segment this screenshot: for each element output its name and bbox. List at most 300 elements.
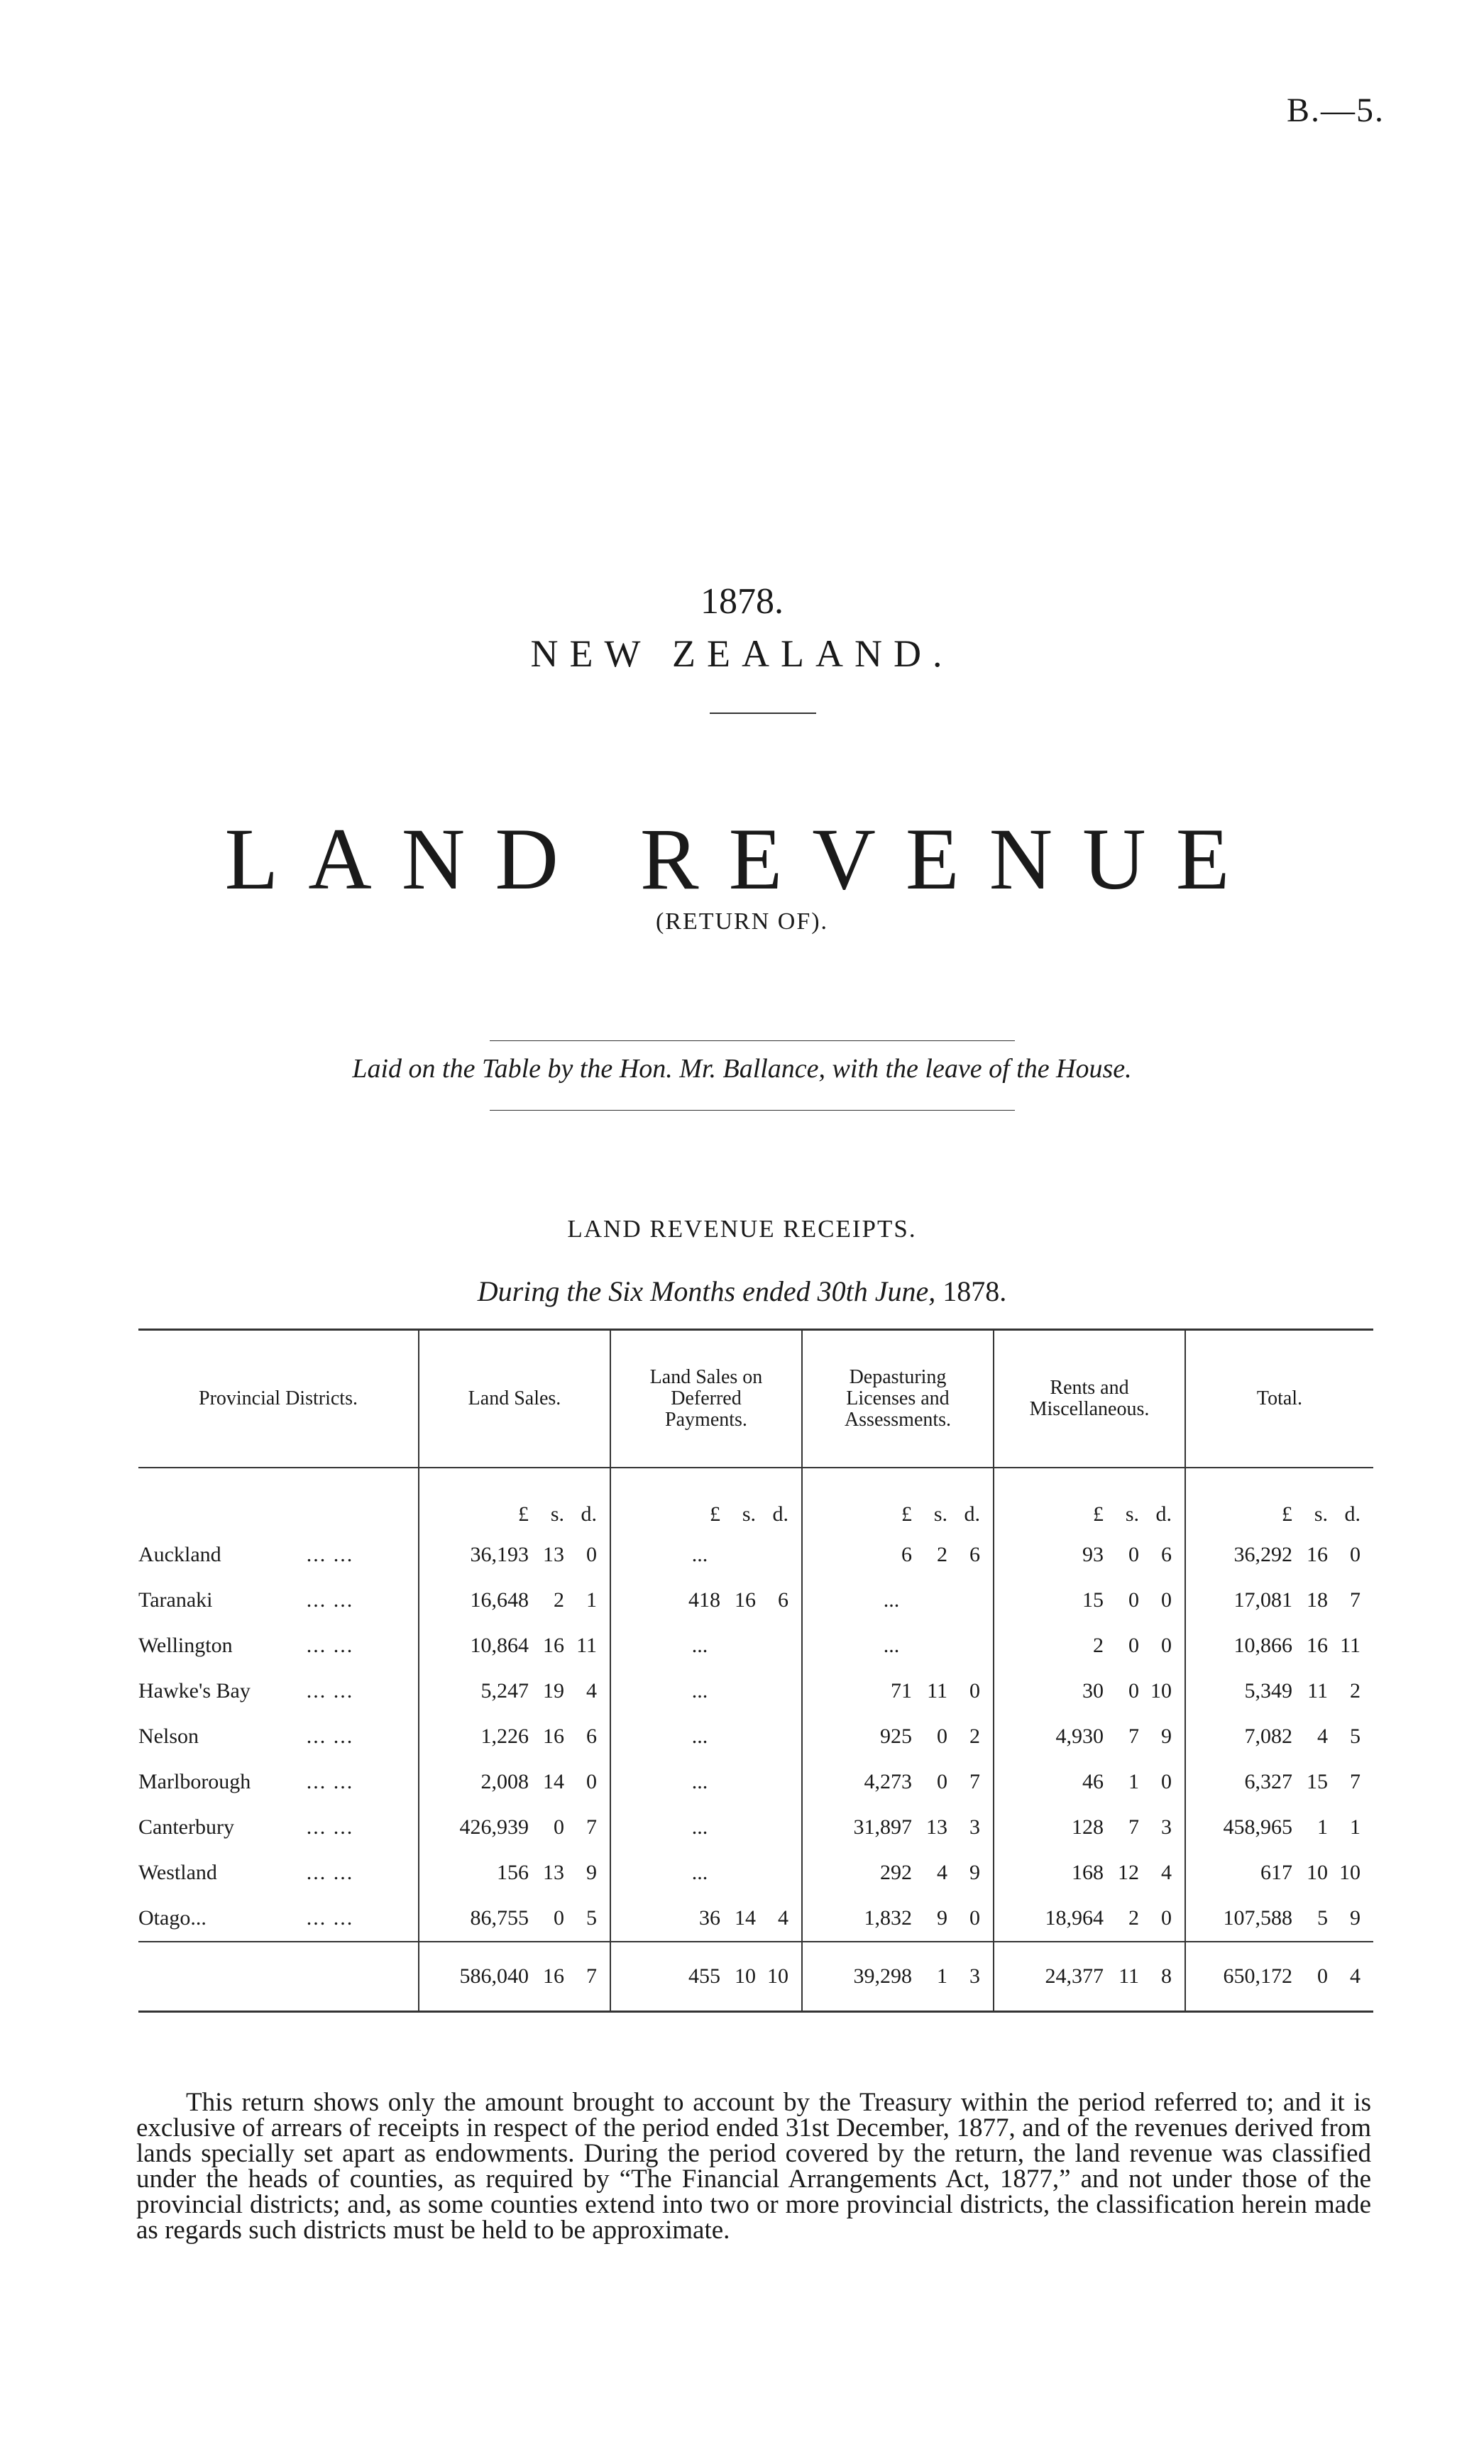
units-cell-rents xyxy=(994,1468,1185,1532)
lsd-amount xyxy=(642,1906,788,1930)
pence-value: 5 xyxy=(586,1906,597,1930)
lsd-amount xyxy=(1004,1861,1172,1885)
row-deferred-cell xyxy=(610,1668,802,1714)
nil-marker: ... xyxy=(691,1634,708,1657)
shillings-value: 0 xyxy=(937,1725,947,1748)
row-land-sales-cell xyxy=(419,1714,610,1759)
shillings-value: 16 xyxy=(543,1725,564,1748)
pounds-value: 292 xyxy=(880,1861,912,1884)
row-land-sales-cell xyxy=(419,1759,610,1805)
pounds-value: 2,008 xyxy=(480,1770,529,1793)
leader-dots: ... ... xyxy=(306,1679,354,1703)
lsd-amount xyxy=(422,1906,597,1930)
pounds-value: 6,327 xyxy=(1244,1770,1292,1793)
shilling-unit: s. xyxy=(550,1502,564,1526)
pence-value: 4 xyxy=(1161,1861,1172,1884)
pence-value: 3 xyxy=(969,1964,980,1988)
table-body xyxy=(138,1468,1373,2012)
district-name: Canterbury xyxy=(138,1815,234,1839)
pence-value: 7 xyxy=(586,1964,597,1988)
lsd-amount xyxy=(813,1861,980,1885)
col-header-rents-text: Rents and Miscellaneous. xyxy=(1029,1377,1150,1420)
table-row xyxy=(138,1532,1373,1578)
pound-sign: £ xyxy=(901,1502,912,1526)
row-rents-cell xyxy=(994,1805,1185,1850)
pence-value: 6 xyxy=(586,1725,597,1748)
pounds-value: 36,193 xyxy=(470,1543,529,1566)
shillings-value: 10 xyxy=(735,1964,756,1988)
table-period-year: 1878. xyxy=(942,1275,1007,1307)
row-total-cell xyxy=(1185,1805,1373,1850)
pence-value: 1 xyxy=(586,1588,597,1612)
col-header-deferred xyxy=(610,1330,802,1468)
col-header-rents xyxy=(994,1330,1185,1468)
pounds-value: 4,273 xyxy=(864,1770,912,1793)
pence-value: 7 xyxy=(969,1770,980,1793)
shilling-unit: s. xyxy=(933,1502,947,1526)
pence-unit: d. xyxy=(964,1502,980,1526)
row-deferred-cell xyxy=(610,1896,802,1942)
row-deferred-cell xyxy=(610,1578,802,1623)
pounds-value: 418 xyxy=(688,1588,720,1612)
pence-value: 2 xyxy=(969,1725,980,1748)
row-rents-cell xyxy=(994,1532,1185,1578)
shillings-value: 7 xyxy=(1128,1815,1139,1839)
row-depasturing-cell xyxy=(802,1850,994,1896)
lsd-amount xyxy=(1186,1861,1361,1885)
pounds-value: 15 xyxy=(1082,1588,1104,1612)
leader-dots: ... ... xyxy=(306,1588,354,1612)
lsd-amount xyxy=(422,1634,597,1658)
document-reference: B.—5. xyxy=(1286,92,1385,129)
col-header-depasturing xyxy=(802,1330,994,1468)
shillings-value: 16 xyxy=(1307,1634,1328,1657)
shillings-value: 0 xyxy=(1128,1634,1139,1657)
shillings-value: 2 xyxy=(937,1543,947,1566)
country-heading: NEW ZEALAND. xyxy=(530,632,954,675)
lsd-amount xyxy=(813,1906,980,1930)
row-total-cell xyxy=(1185,1850,1373,1896)
table-row xyxy=(138,1850,1373,1896)
shillings-value: 18 xyxy=(1307,1588,1328,1612)
totals-depasturing-cell xyxy=(802,1942,994,2012)
lsd-amount xyxy=(422,1815,597,1839)
pence-value: 4 xyxy=(778,1906,788,1930)
pounds-value: 10,866 xyxy=(1233,1634,1292,1657)
district-name: Hawke's Bay xyxy=(138,1679,251,1703)
row-deferred-cell xyxy=(610,1805,802,1850)
table-row xyxy=(138,1623,1373,1668)
table-row xyxy=(138,1714,1373,1759)
shillings-value: 16 xyxy=(543,1964,564,1988)
lsd-amount xyxy=(1004,1679,1172,1703)
row-land-sales-cell xyxy=(419,1578,610,1623)
nil-marker: ... xyxy=(883,1634,900,1657)
lsd-amount xyxy=(1186,1588,1361,1612)
nil-marker: ... xyxy=(691,1815,708,1839)
pence-value: 0 xyxy=(1161,1634,1172,1657)
explanatory-note: This return shows only the amount brought to account by the Treasury within the period referred to; and it is exclusive of arrears of receipts in respect of the period ended 31st December, 1877, and of the revenues derived from lands specially set apart as endowments. During the period covered by the return, the land revenue was classified under the heads of counties, as required by “The Financial Arrangements Act, 1877,” and not under those of the provincial districts; and, as some counties extend into two or more provincial districts, the classification herein made as regards such districts must be held to be approximate. xyxy=(136,2088,1371,2245)
lsd-amount xyxy=(422,1770,597,1794)
row-depasturing-cell xyxy=(802,1578,994,1623)
receipts-table xyxy=(138,1329,1373,2013)
pence-value: 0 xyxy=(586,1543,597,1566)
pounds-value: 39,298 xyxy=(853,1964,912,1988)
col-header-total: Total. xyxy=(1185,1330,1373,1468)
shillings-value: 15 xyxy=(1307,1770,1328,1793)
row-rents-cell xyxy=(994,1623,1185,1668)
col-header-deferred-text: Land Sales on Deferred Payments. xyxy=(649,1366,763,1431)
leader-dots: ... ... xyxy=(306,1543,354,1566)
row-land-sales-cell xyxy=(419,1668,610,1714)
divider-bottom xyxy=(490,1110,1015,1111)
lsd-amount xyxy=(1186,1543,1361,1567)
shillings-value: 4 xyxy=(1317,1725,1328,1748)
lsd-amount xyxy=(1004,1906,1172,1930)
pence-value: 4 xyxy=(1350,1964,1361,1988)
shillings-value: 16 xyxy=(735,1588,756,1612)
row-total-cell xyxy=(1185,1668,1373,1714)
district-name: Marlborough xyxy=(138,1770,251,1793)
pence-value: 8 xyxy=(1161,1964,1172,1988)
shillings-value: 0 xyxy=(554,1906,564,1930)
nil-marker: ... xyxy=(691,1770,708,1793)
totals-deferred-cell xyxy=(610,1942,802,2012)
lsd-units xyxy=(813,1502,980,1527)
row-rents-cell xyxy=(994,1668,1185,1714)
district-cell xyxy=(138,1850,419,1896)
pounds-value: 586,040 xyxy=(459,1964,529,1988)
shillings-value: 9 xyxy=(937,1906,947,1930)
row-deferred-cell xyxy=(610,1759,802,1805)
row-rents-cell xyxy=(994,1850,1185,1896)
lsd-amount xyxy=(1186,1906,1361,1930)
pence-value: 10 xyxy=(1339,1861,1361,1884)
shillings-value: 12 xyxy=(1118,1861,1139,1884)
table-period-text: During the Six Months ended 30th June, xyxy=(477,1275,936,1307)
leader-dots: ... ... xyxy=(306,1770,354,1793)
lsd-amount xyxy=(1004,1770,1172,1794)
table-row xyxy=(138,1896,1373,1942)
units-cell-deferred xyxy=(610,1468,802,1532)
totals-rents-cell xyxy=(994,1942,1185,2012)
pence-value: 11 xyxy=(1340,1634,1361,1657)
shillings-value: 0 xyxy=(1317,1964,1328,1988)
row-rents-cell xyxy=(994,1759,1185,1805)
district-name: Westland xyxy=(138,1861,217,1884)
leader-dots: ... ... xyxy=(306,1861,354,1884)
shillings-value: 13 xyxy=(543,1543,564,1566)
lsd-amount xyxy=(1004,1588,1172,1612)
shillings-value: 16 xyxy=(1307,1543,1328,1566)
units-cell-total xyxy=(1185,1468,1373,1532)
table-header-row xyxy=(138,1330,1373,1468)
pence-value: 3 xyxy=(1161,1815,1172,1839)
shillings-value: 16 xyxy=(543,1634,564,1657)
shilling-unit: s. xyxy=(1314,1502,1328,1526)
shillings-value: 0 xyxy=(937,1770,947,1793)
pounds-value: 93 xyxy=(1082,1543,1104,1566)
leader-dots: ... ... xyxy=(306,1906,354,1930)
col-header-district: Provincial Districts. xyxy=(138,1330,419,1468)
pence-value: 6 xyxy=(969,1543,980,1566)
shillings-value: 1 xyxy=(1317,1815,1328,1839)
pounds-value: 168 xyxy=(1072,1861,1104,1884)
nil-marker: ... xyxy=(691,1725,708,1748)
col-header-land-sales: Land Sales. xyxy=(419,1330,610,1468)
pounds-value: 10,864 xyxy=(470,1634,529,1657)
pounds-value: 24,377 xyxy=(1045,1964,1104,1988)
divider-top xyxy=(490,1040,1015,1041)
pence-value: 0 xyxy=(969,1679,980,1703)
pence-unit: d. xyxy=(1155,1502,1172,1526)
district-cell xyxy=(138,1668,419,1714)
pence-value: 6 xyxy=(1161,1543,1172,1566)
pounds-value: 36,292 xyxy=(1233,1543,1292,1566)
table-row xyxy=(138,1578,1373,1623)
district-name: Taranaki xyxy=(138,1588,213,1612)
table-row xyxy=(138,1759,1373,1805)
pounds-value: 4,930 xyxy=(1055,1725,1104,1748)
short-divider xyxy=(710,713,816,714)
shilling-unit: s. xyxy=(742,1502,756,1526)
pounds-value: 18,964 xyxy=(1045,1906,1104,1930)
pence-value: 7 xyxy=(1350,1588,1361,1612)
pence-value: 4 xyxy=(586,1679,597,1703)
nil-marker: ... xyxy=(883,1588,900,1612)
shillings-value: 0 xyxy=(1128,1679,1139,1703)
shillings-value: 1 xyxy=(937,1964,947,1988)
shillings-value: 1 xyxy=(1128,1770,1139,1793)
lsd-amount xyxy=(422,1964,597,1989)
lsd-amount xyxy=(422,1588,597,1612)
pounds-value: 86,755 xyxy=(470,1906,529,1930)
district-cell xyxy=(138,1896,419,1942)
table-row xyxy=(138,1805,1373,1850)
row-deferred-cell xyxy=(610,1623,802,1668)
lsd-amount xyxy=(1186,1634,1361,1658)
totals-total-cell xyxy=(1185,1942,1373,2012)
pence-value: 0 xyxy=(1161,1906,1172,1930)
district-cell xyxy=(138,1532,419,1578)
pounds-value: 617 xyxy=(1260,1861,1292,1884)
lsd-amount xyxy=(422,1725,597,1749)
pence-value: 11 xyxy=(576,1634,597,1657)
units-cell-blank xyxy=(138,1468,419,1532)
pence-value: 10 xyxy=(1150,1679,1172,1703)
lsd-amount xyxy=(1004,1725,1172,1749)
shillings-value: 4 xyxy=(937,1861,947,1884)
row-total-cell xyxy=(1185,1532,1373,1578)
shillings-value: 10 xyxy=(1307,1861,1328,1884)
pence-value: 6 xyxy=(778,1588,788,1612)
row-depasturing-cell xyxy=(802,1532,994,1578)
pence-value: 7 xyxy=(1350,1770,1361,1793)
district-cell xyxy=(138,1578,419,1623)
lsd-amount xyxy=(1186,1770,1361,1794)
pounds-value: 16,648 xyxy=(470,1588,529,1612)
pound-sign: £ xyxy=(1093,1502,1104,1526)
pounds-value: 426,939 xyxy=(459,1815,529,1839)
row-rents-cell xyxy=(994,1578,1185,1623)
main-title: LAND REVENUE xyxy=(224,810,1260,908)
table-row xyxy=(138,1668,1373,1714)
totals-row xyxy=(138,1942,1373,2012)
nil-marker: ... xyxy=(691,1543,708,1566)
main-subtitle: (RETURN OF). xyxy=(655,908,829,935)
lsd-amount xyxy=(813,1815,980,1839)
row-land-sales-cell xyxy=(419,1805,610,1850)
shillings-value: 19 xyxy=(543,1679,564,1703)
lsd-amount xyxy=(1004,1815,1172,1839)
lsd-units xyxy=(1004,1502,1172,1527)
pence-value: 0 xyxy=(969,1906,980,1930)
shillings-value: 11 xyxy=(927,1679,947,1703)
district-name: Otago... xyxy=(138,1906,207,1930)
lsd-amount xyxy=(813,1679,980,1703)
shillings-value: 13 xyxy=(926,1815,947,1839)
district-cell xyxy=(138,1623,419,1668)
pounds-value: 128 xyxy=(1072,1815,1104,1839)
pounds-value: 71 xyxy=(891,1679,912,1703)
pound-sign: £ xyxy=(1282,1502,1292,1526)
pounds-value: 1,832 xyxy=(864,1906,912,1930)
pence-value: 0 xyxy=(586,1770,597,1793)
totals-land-sales-cell xyxy=(419,1942,610,2012)
row-rents-cell xyxy=(994,1896,1185,1942)
lsd-amount xyxy=(642,1964,788,1989)
pence-unit: d. xyxy=(1344,1502,1361,1526)
lsd-units xyxy=(422,1502,597,1527)
pounds-value: 455 xyxy=(688,1964,720,1988)
lsd-amount xyxy=(422,1861,597,1885)
leader-dots: ... ... xyxy=(306,1815,354,1839)
lsd-units xyxy=(642,1502,788,1527)
lsd-amount xyxy=(813,1964,980,1989)
pence-unit: d. xyxy=(772,1502,788,1526)
pounds-value: 156 xyxy=(497,1861,529,1884)
pence-value: 9 xyxy=(1350,1906,1361,1930)
shilling-unit: s. xyxy=(1125,1502,1139,1526)
nil-marker: ... xyxy=(691,1679,708,1703)
leader-dots: ... ... xyxy=(306,1725,354,1748)
pence-value: 1 xyxy=(1350,1815,1361,1839)
pounds-value: 1,226 xyxy=(480,1725,529,1748)
row-depasturing-cell xyxy=(802,1668,994,1714)
shillings-value: 11 xyxy=(1307,1679,1328,1703)
shillings-value: 13 xyxy=(543,1861,564,1884)
pence-value: 9 xyxy=(969,1861,980,1884)
laid-on-table-line: Laid on the Table by the Hon. Mr. Ballance, with the leave of the House. xyxy=(352,1054,1132,1084)
pounds-value: 7,082 xyxy=(1244,1725,1292,1748)
lsd-amount xyxy=(813,1543,980,1567)
row-depasturing-cell xyxy=(802,1805,994,1850)
lsd-amount xyxy=(1186,1815,1361,1839)
nil-marker: ... xyxy=(691,1861,708,1884)
row-total-cell xyxy=(1185,1578,1373,1623)
pence-unit: d. xyxy=(581,1502,597,1526)
shillings-value: 11 xyxy=(1119,1964,1139,1988)
district-name: Auckland xyxy=(138,1543,221,1566)
pounds-value: 925 xyxy=(880,1725,912,1748)
pence-value: 9 xyxy=(586,1861,597,1884)
lsd-amount xyxy=(422,1543,597,1567)
district-cell xyxy=(138,1714,419,1759)
pence-value: 0 xyxy=(1161,1770,1172,1793)
units-cell-land-sales xyxy=(419,1468,610,1532)
row-depasturing-cell xyxy=(802,1896,994,1942)
pounds-value: 650,172 xyxy=(1223,1964,1292,1988)
pence-value: 2 xyxy=(1350,1679,1361,1703)
shillings-value: 7 xyxy=(1128,1725,1139,1748)
pound-sign: £ xyxy=(518,1502,529,1526)
district-name: Nelson xyxy=(138,1725,199,1748)
lsd-units xyxy=(1186,1502,1361,1527)
shillings-value: 2 xyxy=(554,1588,564,1612)
pence-value: 10 xyxy=(767,1964,788,1988)
pounds-value: 2 xyxy=(1093,1634,1104,1657)
shillings-value: 14 xyxy=(543,1770,564,1793)
row-land-sales-cell xyxy=(419,1896,610,1942)
col-header-depasturing-text: Depasturing Licenses and Assessments. xyxy=(844,1366,952,1431)
row-land-sales-cell xyxy=(419,1532,610,1578)
lsd-amount xyxy=(422,1679,597,1703)
pence-value: 7 xyxy=(586,1815,597,1839)
row-total-cell xyxy=(1185,1759,1373,1805)
row-deferred-cell xyxy=(610,1532,802,1578)
totals-label-cell xyxy=(138,1942,419,2012)
row-total-cell xyxy=(1185,1623,1373,1668)
pence-value: 0 xyxy=(1161,1588,1172,1612)
table-period xyxy=(0,1275,1484,1308)
lsd-amount xyxy=(1186,1725,1361,1749)
pence-value: 0 xyxy=(1350,1543,1361,1566)
pounds-value: 107,588 xyxy=(1223,1906,1292,1930)
units-cell-depasturing xyxy=(802,1468,994,1532)
pounds-value: 17,081 xyxy=(1233,1588,1292,1612)
district-name: Wellington xyxy=(138,1634,233,1657)
lsd-amount xyxy=(1186,1679,1361,1703)
pounds-value: 5,349 xyxy=(1244,1679,1292,1703)
pounds-value: 458,965 xyxy=(1223,1815,1292,1839)
row-depasturing-cell xyxy=(802,1623,994,1668)
pence-value: 5 xyxy=(1350,1725,1361,1748)
pounds-value: 46 xyxy=(1082,1770,1104,1793)
row-land-sales-cell xyxy=(419,1623,610,1668)
pounds-value: 30 xyxy=(1082,1679,1104,1703)
pounds-value: 31,897 xyxy=(853,1815,912,1839)
pence-value: 3 xyxy=(969,1815,980,1839)
district-cell xyxy=(138,1759,419,1805)
lsd-amount xyxy=(642,1588,788,1612)
shillings-value: 0 xyxy=(554,1815,564,1839)
pound-sign: £ xyxy=(710,1502,720,1526)
district-cell xyxy=(138,1805,419,1850)
units-row xyxy=(138,1468,1373,1532)
lsd-amount xyxy=(1004,1543,1172,1567)
row-total-cell xyxy=(1185,1714,1373,1759)
leader-dots: ... ... xyxy=(306,1634,354,1657)
shillings-value: 0 xyxy=(1128,1543,1139,1566)
pence-value: 9 xyxy=(1161,1725,1172,1748)
pounds-value: 5,247 xyxy=(480,1679,529,1703)
shillings-value: 5 xyxy=(1317,1906,1328,1930)
lsd-amount xyxy=(813,1770,980,1794)
lsd-amount xyxy=(1186,1964,1361,1989)
lsd-amount xyxy=(1004,1634,1172,1658)
row-total-cell xyxy=(1185,1896,1373,1942)
pounds-value: 6 xyxy=(901,1543,912,1566)
